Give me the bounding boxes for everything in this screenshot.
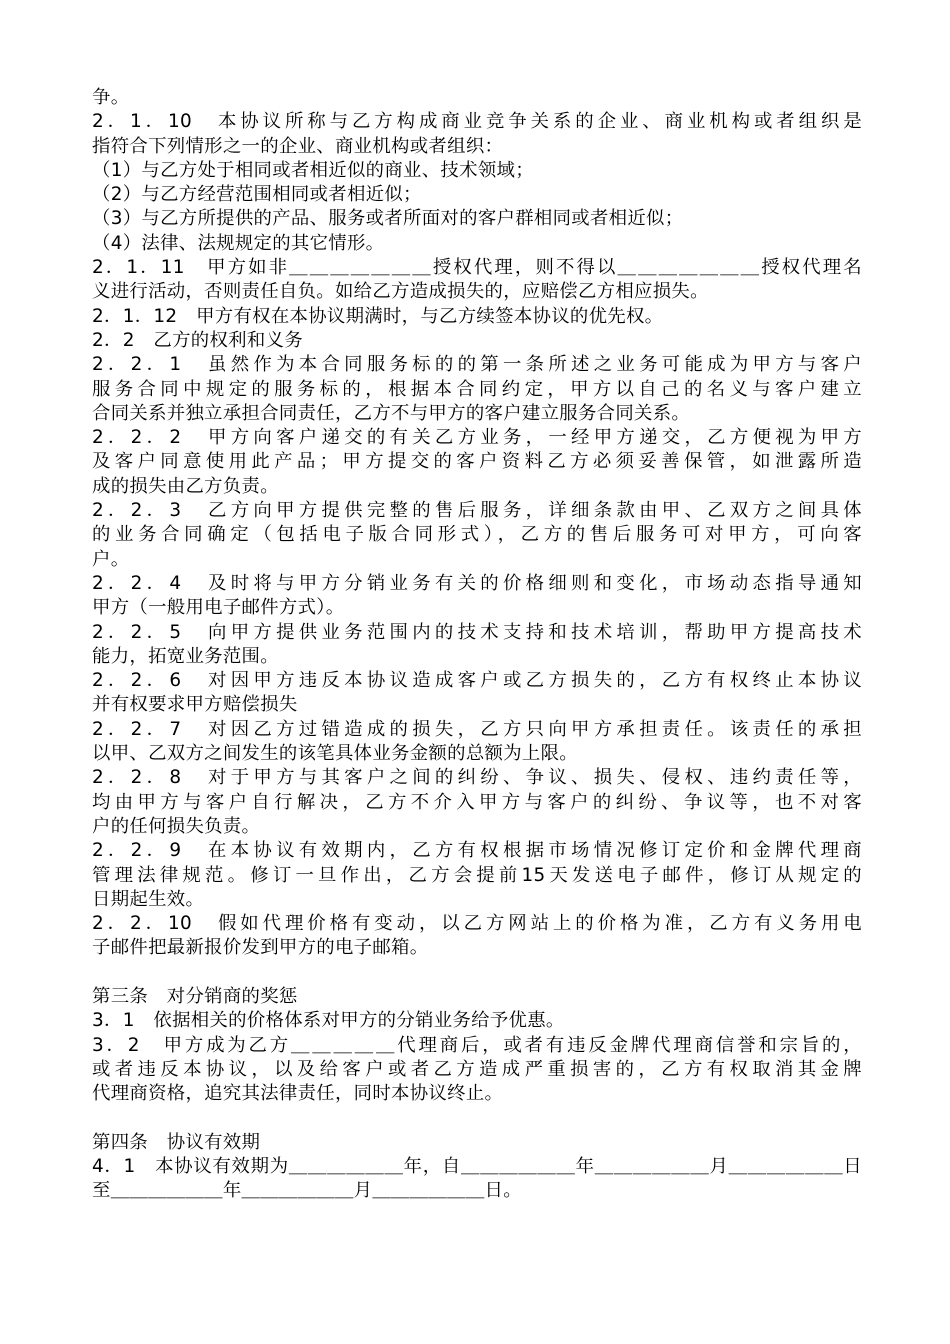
text-line: （2）与乙方经营范围相同或者相近似； <box>92 184 422 206</box>
text-line: 户的任何损失负责。 <box>92 815 261 837</box>
text-line: 代理商资格，追究其法律责任，同时本协议终止。 <box>92 1083 504 1105</box>
text-line: 至＿＿＿＿＿＿年＿＿＿＿＿＿月＿＿＿＿＿＿日。 <box>92 1180 522 1202</box>
text-line: 户。 <box>92 548 130 570</box>
text-line: 合同关系并独立承担合同责任，乙方不与甲方的客户建立服务合同关系。 <box>92 402 691 424</box>
section-heading: 2．2 乙方的权利和义务 <box>92 329 303 351</box>
text-line: 2．2．2 甲方向客户递交的有关乙方业务，一经甲方递交，乙方便视为甲方 <box>92 427 862 449</box>
article-heading: 第三条 对分销商的奖惩 <box>92 985 298 1007</box>
text-line: 3．1 依据相关的价格体系对甲方的分销业务给予优惠。 <box>92 1010 565 1032</box>
blank-line <box>92 1106 862 1130</box>
text-line: 服务合同中规定的服务标的，根据本合同约定，甲方以自己的名义与客户建立 <box>92 378 862 400</box>
text-line: 指符合下列情形之一的企业、商业机构或者组织： <box>92 135 504 157</box>
text-line: 4．1 本协议有效期为＿＿＿＿＿＿年，自＿＿＿＿＿＿年＿＿＿＿＿＿月＿＿＿＿＿＿日 <box>92 1156 862 1178</box>
text-line: 并有权要求甲方赔偿损失 <box>92 694 298 716</box>
text-line: 甲方（一般用电子邮件方式）。 <box>92 597 345 619</box>
text-line: 均由甲方与客户自行解决，乙方不介入甲方与客户的纠纷、争议等，也不对客 <box>92 791 862 813</box>
article-heading: 第四条 协议有效期 <box>92 1131 261 1153</box>
text-line: 2．2．9 在本协议有效期内，乙方有权根据市场情况修订定价和金牌代理商 <box>92 840 862 862</box>
text-line: 或者违反本协议，以及给客户或者乙方造成严重损害的，乙方有权取消其金牌 <box>92 1058 862 1080</box>
text-line: 2．1．11 甲方如非＿＿＿＿＿＿＿授权代理，则不得以＿＿＿＿＿＿＿授权代理名 <box>92 257 862 279</box>
text-line: 2．2．1 虽然作为本合同服务标的的第一条所述之业务可能成为甲方与客户 <box>92 354 862 376</box>
text-line: 子邮件把最新报价发到甲方的电子邮箱。 <box>92 937 429 959</box>
text-line: 及客户同意使用此产品；甲方提交的客户资料乙方必须妥善保管，如泄露所造 <box>92 451 862 473</box>
text-line: 成的损失由乙方负责。 <box>92 475 279 497</box>
text-line: 2．2．5 向甲方提供业务范围内的技术支持和技术培训，帮助甲方提高技术 <box>92 621 862 643</box>
text-line: 3．2 甲方成为乙方＿＿＿＿＿代理商后，或者有违反金牌代理商信誉和宗旨的， <box>92 1034 862 1056</box>
text-line: 义进行活动，否则责任自负。如给乙方造成损失的，应赔偿乙方相应损失。 <box>92 281 709 303</box>
text-line: 2．2．10 假如代理价格有变动，以乙方网站上的价格为准，乙方有义务用电 <box>92 913 862 935</box>
text-line: 的业务合同确定（包括电子版合同形式），乙方的售后服务可对甲方，可向客 <box>92 524 862 546</box>
document-page <box>92 86 862 1204</box>
text-line: 争。 <box>92 87 130 108</box>
text-line: 2．2．3 乙方向甲方提供完整的售后服务，详细条款由甲、乙双方之间具体 <box>92 500 862 522</box>
text-line: 管理法律规范。修订一旦作出，乙方会提前15天发送电子邮件，修订从规定的 <box>92 864 862 886</box>
text-line: 2．2．7 对因乙方过错造成的损失，乙方只向甲方承担责任。该责任的承担 <box>92 718 862 740</box>
text-line: （4）法律、法规规定的其它情形。 <box>92 232 385 254</box>
blank-line <box>92 961 862 985</box>
text-line: 2．1．10 本协议所称与乙方构成商业竞争关系的企业、商业机构或者组织是 <box>92 111 862 133</box>
text-line: 能力，拓宽业务范围。 <box>92 645 279 667</box>
text-line: 2．2．4 及时将与甲方分销业务有关的价格细则和变化，市场动态指导通知 <box>92 572 862 594</box>
text-line: 日期起生效。 <box>92 888 205 910</box>
text-line: 2．1．12 甲方有权在本协议期满时，与乙方续签本协议的优先权。 <box>92 305 664 327</box>
text-line: （1）与乙方处于相同或者相近似的商业、技术领域； <box>92 159 534 181</box>
text-line: 2．2．6 对因甲方违反本协议造成客户或乙方损失的，乙方有权终止本协议 <box>92 670 862 692</box>
text-line: 以甲、乙双方之间发生的该笔具体业务金额的总额为上限。 <box>92 743 578 765</box>
text-line: （3）与乙方所提供的产品、服务或者所面对的客户群相同或者相近似； <box>92 208 684 230</box>
text-line: 2．2．8 对于甲方与其客户之间的纠纷、争议、损失、侵权、违约责任等， <box>92 767 862 789</box>
